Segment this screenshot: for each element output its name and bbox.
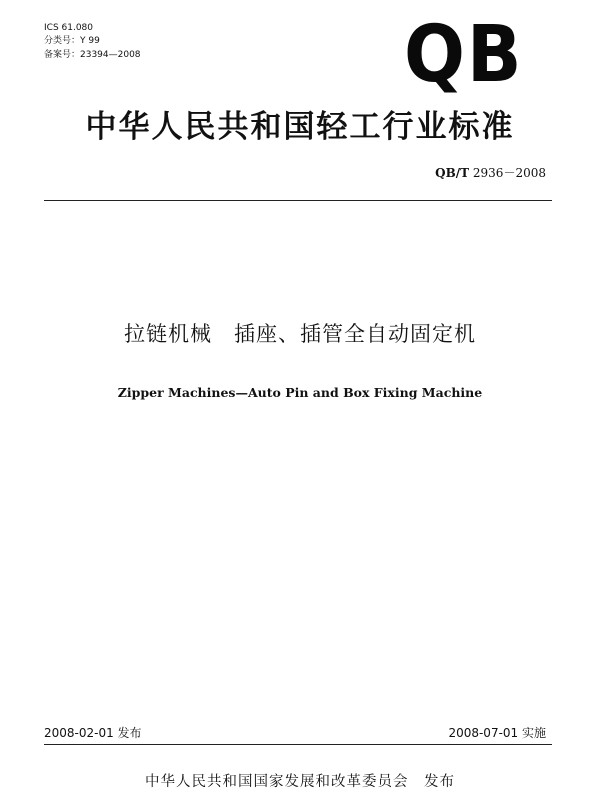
ics-number: ICS 61.080 [44,23,94,33]
document-title-english: Zipper Machines—Auto Pin and Box Fixing Machine [117,385,483,400]
issuing-authority: 中华人民共和国国家发展和改革委员会 发布 [145,774,455,790]
bottom-divider [44,744,552,745]
standard-code [435,166,546,180]
record-number: 备案号：23394—2008 [44,50,141,60]
top-divider [44,200,552,201]
classification-number: 分类号：Y 99 [44,36,100,46]
implementation-date: 2008-07-01 实施 [448,726,546,740]
issue-date: 2008-02-01 发布 [44,726,142,740]
standard-title: 中华人民共和国轻工行业标准 [85,109,515,145]
qb-logo: QB [404,10,524,100]
standard-code-number: 2936－2008 [472,166,546,180]
standard-code-prefix: QB/T [435,166,470,180]
document-title-chinese: 拉链机械 插座、插管全自动固定机 [124,322,476,346]
